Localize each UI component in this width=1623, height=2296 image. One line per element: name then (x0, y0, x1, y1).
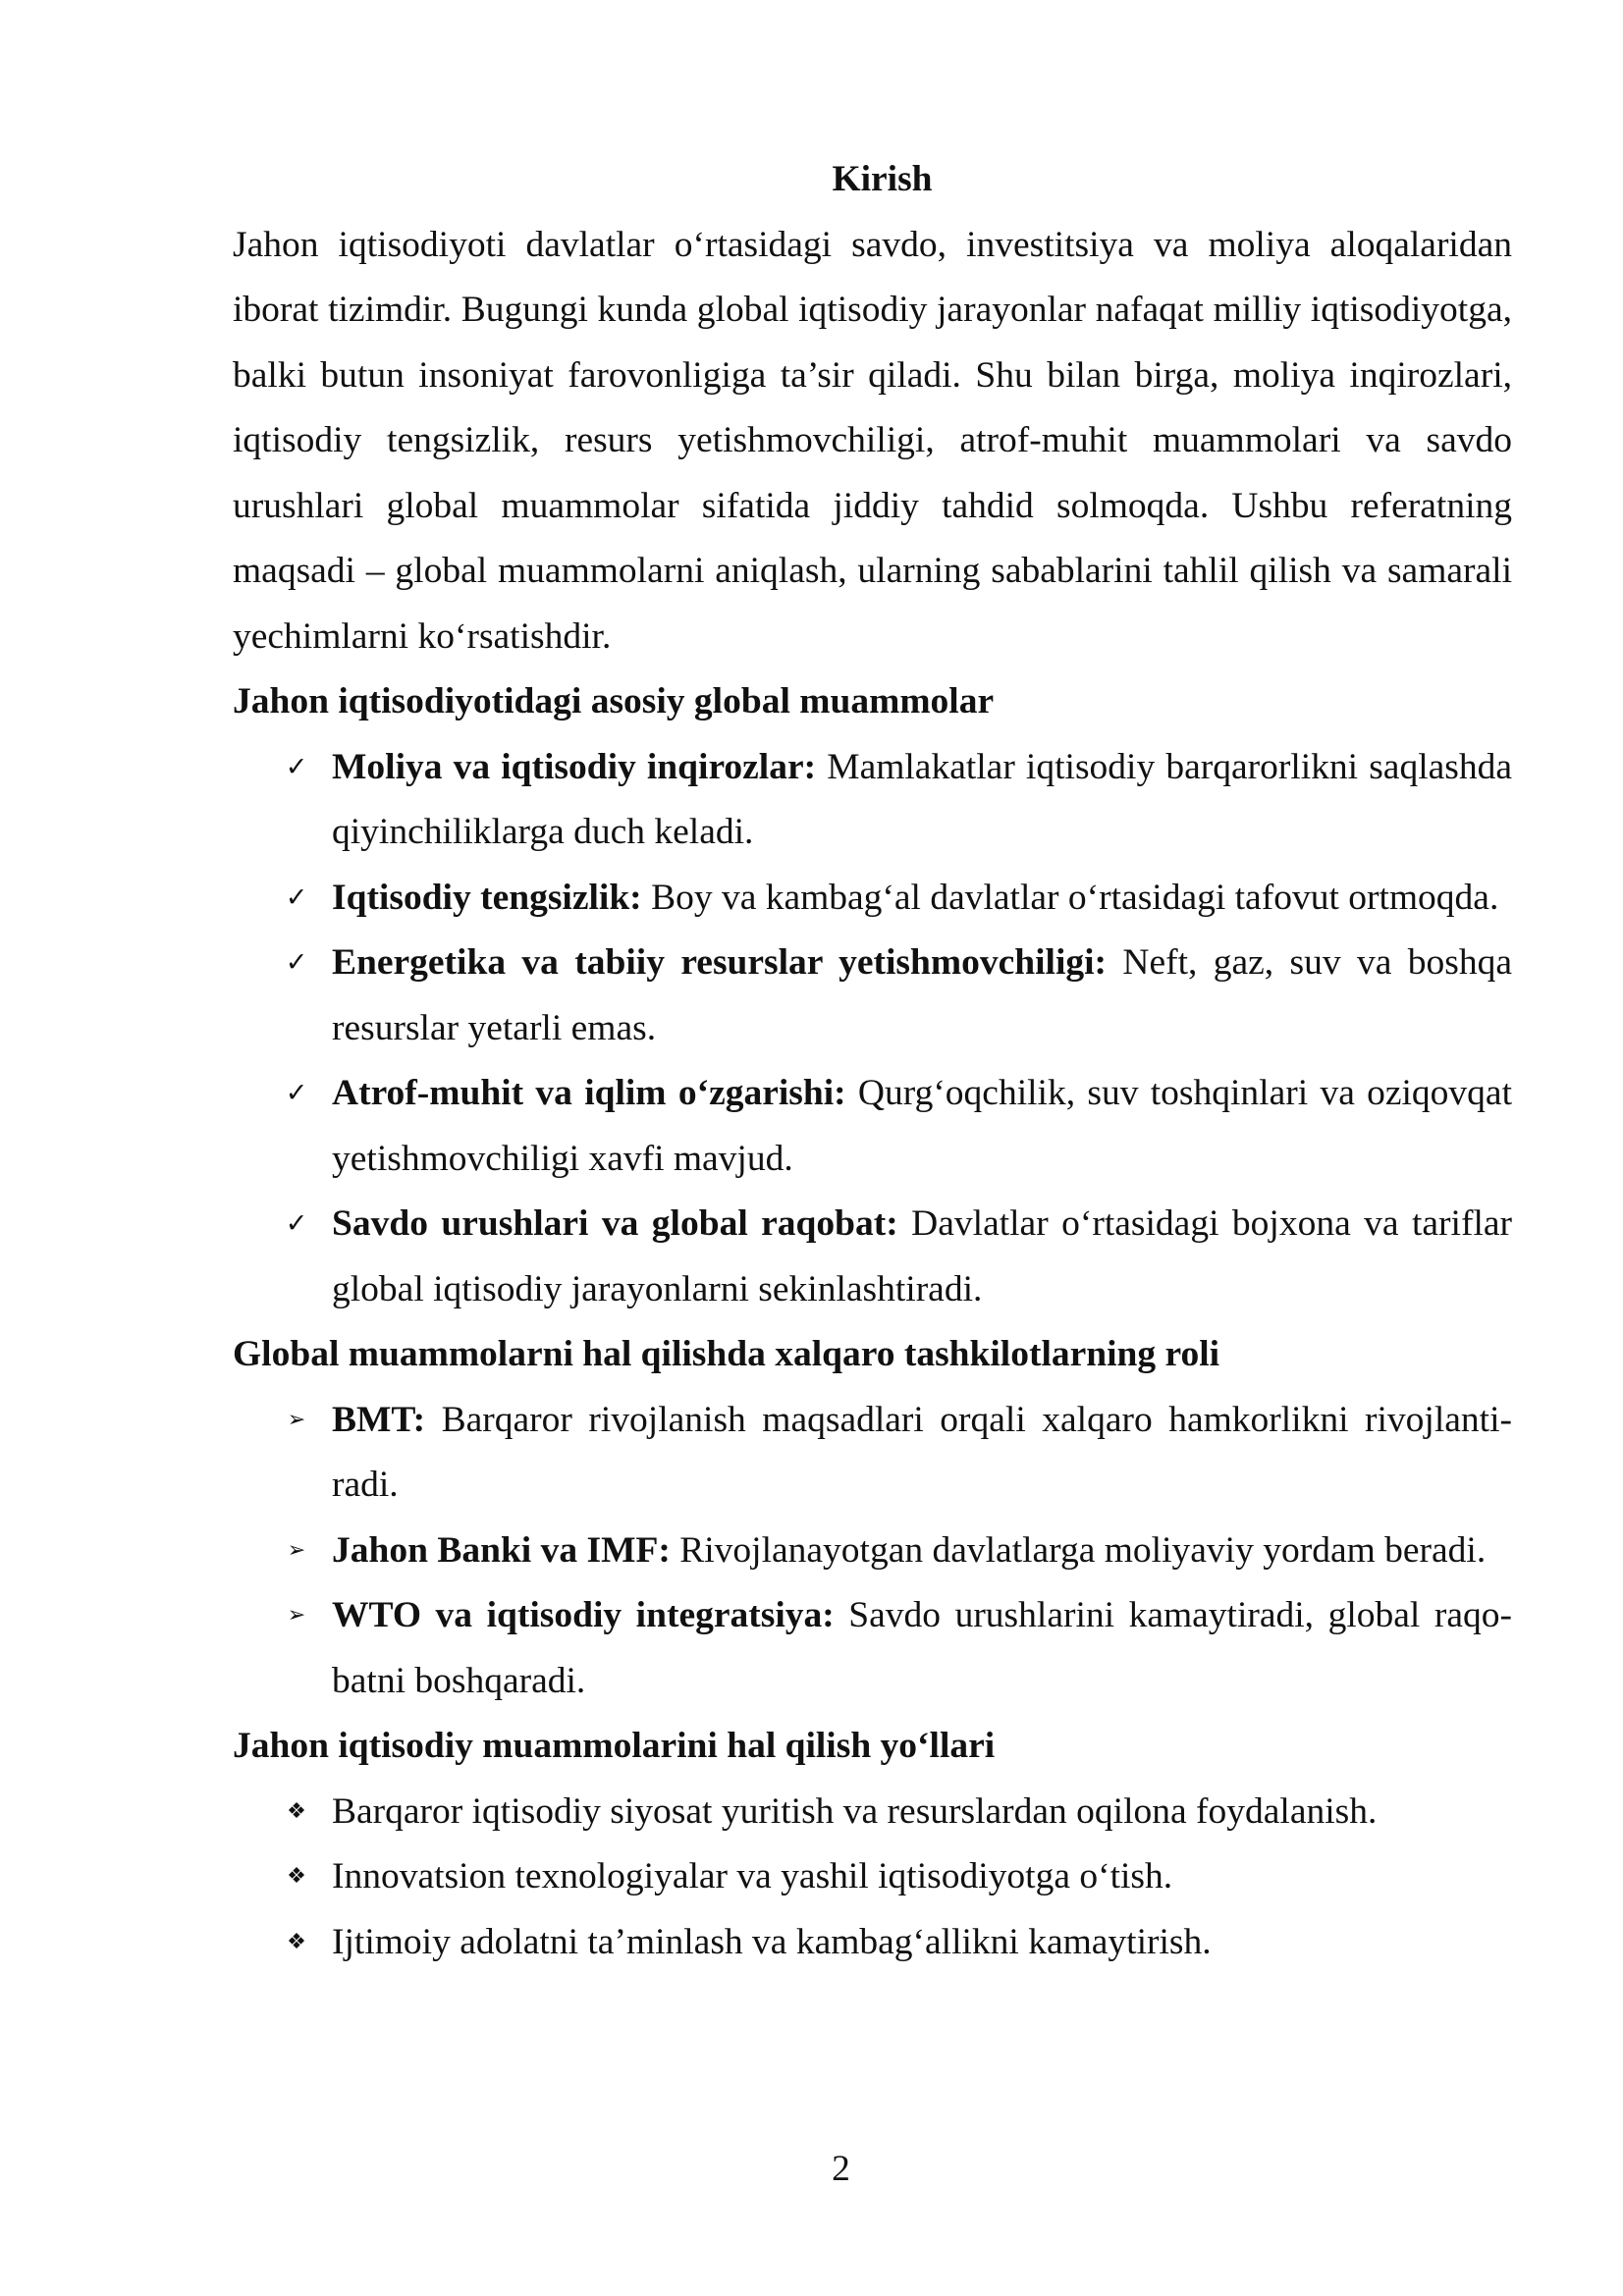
list-item (233, 1192, 1512, 1322)
list-item-term: Iqtisodiy tengsizlik: (332, 877, 642, 918)
list-item-term: Energetika va tabiiy resurslar yetishmovchiligi: (332, 942, 1108, 983)
section-heading-global-problems: Jahon iqtisodiyotidagi asosiy global muammolar (233, 681, 995, 721)
section-heading-solutions: Jahon iqtisodiy muammolarini hal qilish yo‘llari (233, 1726, 996, 1766)
organizations-list (233, 1388, 1512, 1715)
arrowhead-icon: ➢ (287, 1407, 306, 1432)
page-title: Kirish (832, 159, 933, 199)
list-item-text: Savdo urushlarini kamaytiradi, global raqobatni boshqaradi. (332, 1595, 1513, 1701)
list-item-text: Boy va kambag‘al davlatlar o‘rtasidagi tafovut ortmoqda. (641, 877, 1499, 918)
four-diamond-icon: ❖ (287, 1929, 306, 1954)
list-item-text: Qurg‘oqchilik, suv toshqinlari va oziqovqat yetishmovchiligi xavfi mavjud. (332, 1073, 1512, 1179)
list-item (233, 1780, 1512, 1845)
check-mark-icon: ✓ (285, 1078, 308, 1108)
list-item-text: Mamlakatlar iqtisodiy barqarorlikni saqlashda qiyinchiliklarga duch keladi. (332, 746, 1512, 852)
list-item-term: Savdo urushlari va global raqobat: (332, 1203, 898, 1244)
list-item (233, 1519, 1512, 1584)
intro-paragraph: Jahon iqtisodiyoti davlatlar o‘rtasidagi savdo, investitsiya va moliya aloqalaridan iborat tizimdir. Bugungi kunda global iqtisodiy jarayonlar nafaqat milliy iqtisodiyotga, balki butun insoniyat farovonligiga ta’sir qiladi. Shu bilan birga, moliya inqirozlari, iqtisodiy tengsizlik, resurs yetishmovchiligi, atrof-muhit muammolari va savdo urushlari global muammolar sifatida jiddiy tahdid solmoqda. Ushbu referatning maqsadi – global muammolarni aniqlash, ularning sabablarini tahlil qilish va samarali yechimlarni ko‘rsatishdir. (233, 224, 1512, 657)
arrowhead-icon: ➢ (287, 1603, 306, 1628)
check-mark-icon: ✓ (285, 1208, 308, 1239)
list-item (233, 735, 1512, 866)
list-item (233, 1910, 1512, 1976)
document-page (233, 147, 1512, 1975)
check-mark-icon: ✓ (285, 881, 308, 913)
list-item-text: Neft, gaz, suv va boshqa resurslar yetarli emas. (332, 942, 1512, 1048)
list-item-text: Barqaror iqtisodiy siyosat yuritish va resurslardan oqilona foydalanish. (332, 1790, 1378, 1832)
list-item (233, 1583, 1512, 1714)
list-item-text: Ijtimoiy adolatni ta’minlash va kambag‘allikni kamaytirish. (332, 1921, 1212, 1962)
page-number: 2 (832, 2149, 850, 2189)
solutions-list (233, 1780, 1512, 1976)
list-item-term: Atrof-muhit va iqlim o‘zgarishi: (332, 1073, 846, 1113)
list-item (233, 1388, 1512, 1519)
list-item (233, 866, 1512, 932)
global-problems-list (233, 735, 1512, 1323)
four-diamond-icon: ❖ (287, 1798, 306, 1824)
list-item-text: Innovatsion texnologiyalar va yashil iqtisodiyotga o‘tish. (332, 1856, 1173, 1896)
section-heading-international-organizations: Global muammolarni hal qilishda xalqaro tashkilotlarning roli (233, 1334, 1220, 1374)
arrowhead-icon: ➢ (287, 1537, 306, 1563)
list-item-term: WTO va iqtisodiy integratsiya: (332, 1595, 835, 1635)
list-item (233, 1844, 1512, 1910)
list-item-term: Jahon Banki va IMF: (332, 1529, 671, 1571)
list-item (233, 1061, 1512, 1192)
list-item (233, 931, 1512, 1061)
list-item-term: Moliya va iqtisodiy inqirozlar: (332, 746, 817, 787)
four-diamond-icon: ❖ (287, 1864, 306, 1889)
check-mark-icon: ✓ (285, 947, 308, 978)
list-item-text: Barqaror rivojlanish maqsadlari orqali xalqaro hamkorlikni rivojlantiradi. (332, 1399, 1512, 1505)
list-item-text: Rivojlanayotgan davlatlarga moliyaviy yordam beradi. (670, 1529, 1487, 1571)
list-item-term: BMT: (332, 1399, 426, 1440)
list-item-text: Davlatlar o‘rtasidagi bojxona va tariflar global iqtisodiy jarayonlarni sekinlashtiradi. (332, 1203, 1512, 1309)
check-mark-icon: ✓ (285, 751, 308, 782)
